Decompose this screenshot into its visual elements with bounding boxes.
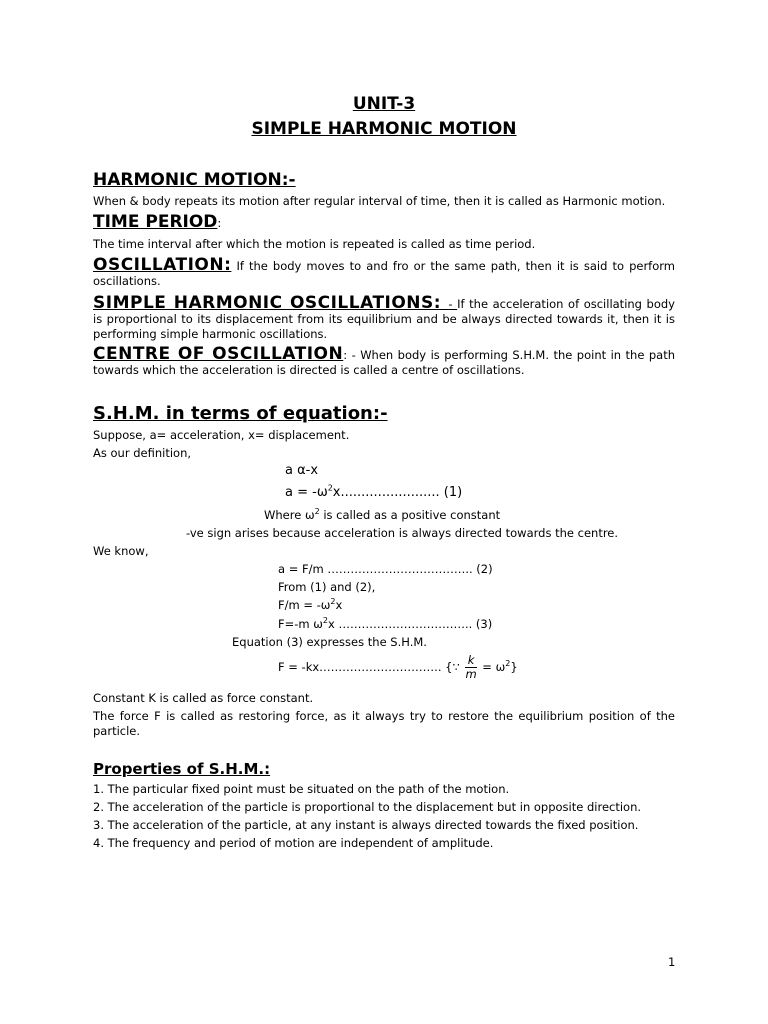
definition-text: As our definition, [93,446,192,460]
shm-equation-heading: S.H.M. in terms of equation:- [93,403,388,424]
eq-3: F=-m $\omega^2x$ …………………………….. (3) [278,616,493,631]
sho-text: If the acceleration of oscillating body is proportional to its displacement from its equilibrium and be always directed towards it, then it is performing simple harmonic oscillations. [93,297,675,341]
fm-eq: $F/m = -\omega^2x$ [278,597,343,612]
centre-heading: CENTRE OF OSCILLATION [93,344,344,364]
page-number: 1 [668,955,676,969]
harmonic-motion-text: When & body repeats its motion after regular interval of time, then it is called as Harmonic motion. [93,194,666,208]
page-title: SIMPLE HARMONIC MOTION [251,119,517,139]
time-period-heading: TIME PERIOD [93,212,218,232]
harmonic-motion-heading: HARMONIC MOTION:- [93,170,296,190]
expresses-text: Equation (3) expresses the S.H.M. [232,635,427,649]
oscillation-heading: OSCILLATION: [93,255,232,275]
where-text: Where $\omega^2$ is called as a positive constant [264,507,501,522]
oscillation-text: If the body moves to and fro or the same path, then it is said to perform oscillations. [93,259,675,288]
sho-dash: - [448,297,458,311]
k-over-m-fraction: $\frac{k}{m}$ [465,653,477,681]
list-item: 2. The acceleration of the particle is proportional to the displacement but in opposite direction. [93,800,642,814]
centre-dash: : - [343,348,361,362]
sho-heading: SIMPLE HARMONIC OSCILLATIONS: [93,293,449,313]
force-kx-eq: F = -kx………………………….. {∵ $\frac{k}{m}$ = $\omega^2$} [278,653,518,681]
time-period-heading-row [93,212,221,232]
properties-list [93,782,675,854]
we-know-text: We know, [93,544,149,558]
properties-heading: Properties of S.H.M.: [93,760,271,778]
list-item: 1. The particular fixed point must be situated on the path of the motion. [93,782,510,796]
eq-proportional: a α-x [285,463,319,478]
restoring-force-text: The force F is called as restoring force, as it always try to restore the equilibrium position of the particle. [93,709,675,738]
list-item: 3. The acceleration of the particle, at any instant is always directed towards the fixed position. [93,818,639,832]
centre-paragraph [93,344,675,378]
eq-2: a = F/m ……………………………….. (2) [278,562,493,576]
eq-1: $a = -\omega^2x$........................ (1) [285,483,463,500]
time-period-colon: : [217,216,222,230]
suppose-text: Suppose, a= acceleration, x= displacement. [93,428,350,442]
oscillation-paragraph [93,255,675,289]
centre-text: When body is performing S.H.M. the point in the path towards which the acceleration is directed is called a centre of oscillations. [93,348,675,377]
constant-k-text: Constant K is called as force constant. [93,691,314,705]
list-item: 4. The frequency and period of motion are independent of amplitude. [93,836,494,850]
sho-paragraph [93,293,675,342]
sign-text: -ve sign arises because acceleration is always directed towards the centre. [186,526,619,540]
time-period-text: The time interval after which the motion is repeated is called as time period. [93,237,536,251]
unit-label: UNIT-3 [352,94,416,114]
from-text: From (1) and (2), [278,580,376,594]
